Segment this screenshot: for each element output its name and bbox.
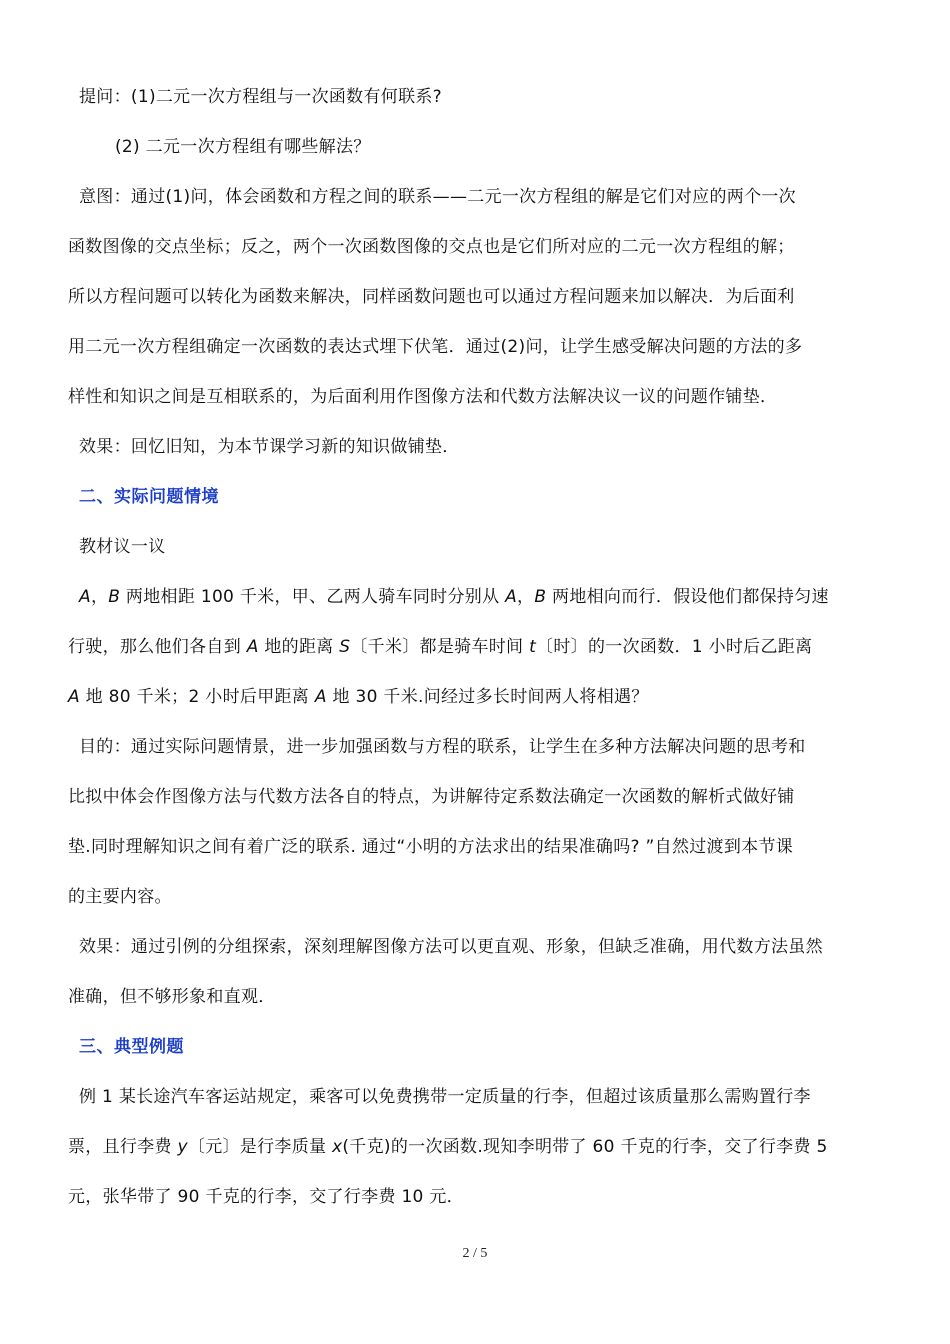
section-heading-3: 三、典型例题 (79, 1037, 184, 1057)
example-text: 票，且行李费 (68, 1137, 178, 1157)
intent-line-4: 用二元一次方程组确定一次函数的表达式埋下伏笔．通过(2)问，让学生感受解决问题的方法的多 (68, 337, 803, 357)
effect-1: 效果：回忆旧知，为本节课学习新的知识做铺垫． (79, 437, 460, 457)
var-b: B (534, 587, 547, 607)
example-text: (千克)的一次函数.现知李明带了 60 千克的行李，交了行李费 5 (342, 1137, 828, 1157)
var-b: B (108, 587, 121, 607)
var-a: A (246, 637, 259, 657)
var-a: A (314, 687, 327, 707)
intent-line-5: 样性和知识之间是互相联系的，为后面利用作图像方法和代数方法解决议一议的问题作铺垫． (68, 387, 778, 407)
var-x: x (332, 1137, 343, 1157)
question-1: 提问：(1)二元一次方程组与一次函数有何联系? (79, 87, 443, 107)
purpose-line-2: 比拟中体会作图像方法与代数方法各自的特点，为讲解待定系数法确定一次函数的解析式做好铺 (68, 787, 795, 807)
subtitle-textbook: 教材议一议 (79, 537, 166, 557)
problem-line-3 (68, 684, 888, 710)
var-a: A (79, 587, 91, 607)
comma: ， (90, 587, 109, 607)
effect-2-line-1: 效果：通过引例的分组探索，深刻理解图像方法可以更直观、形象，但缺乏准确，用代数方法虽然 (79, 937, 823, 957)
problem-text: 〔时〕的一次函数．1 小时后乙距离 (536, 637, 813, 657)
var-t: t (529, 637, 537, 657)
effect-2-line-2: 准确，但不够形象和直观． (68, 987, 276, 1007)
problem-text: 两地相距 100 千米，甲、乙两人骑车同时分别从 (120, 587, 506, 607)
problem-text: 地 30 千米.问经过多长时间两人将相遇？ (326, 687, 649, 707)
intent-line-2: 函数图像的交点坐标；反之，两个一次函数图像的交点也是它们所对应的二元一次方程组的解； (68, 237, 795, 257)
intent-line-3: 所以方程问题可以转化为函数来解决，同样函数问题也可以通过方程问题来加以解决．为后面利 (68, 287, 795, 307)
problem-text: 〔千米〕都是骑车时间 (350, 637, 530, 657)
problem-text: 地 80 千米；2 小时后甲距离 (79, 687, 315, 707)
problem-line-1 (79, 584, 899, 610)
example-line-1: 例 1 某长途汽车客运站规定，乘客可以免费携带一定质量的行李，但超过该质量那么需购置行李 (79, 1087, 811, 1107)
page-number: 2 / 5 (462, 1246, 488, 1261)
purpose-line-4: 的主要内容。 (68, 887, 172, 907)
var-s: S (339, 637, 351, 657)
problem-text: 行驶，那么他们各自到 (68, 637, 247, 657)
purpose-line-1: 目的：通过实际问题情景，进一步加强函数与方程的联系，让学生在多种方法解决问题的思考和 (79, 737, 806, 757)
problem-text: 地的距离 (258, 637, 340, 657)
var-y: y (177, 1137, 188, 1157)
example-text: 〔元〕是行李质量 (187, 1137, 332, 1157)
example-line-3: 元，张华带了 90 千克的行李，交了行李费 10 元． (68, 1187, 464, 1207)
example-line-2 (68, 1134, 888, 1160)
problem-text: 两地相向而行．假设他们都保持匀速 (546, 587, 829, 607)
section-heading-2: 二、实际问题情境 (79, 487, 219, 507)
var-a: A (505, 587, 518, 607)
comma: ， (517, 587, 535, 607)
var-a: A (68, 687, 80, 707)
problem-line-2 (68, 634, 888, 660)
purpose-line-3: 垫.同时理解知识之间有着广泛的联系. 通过“小明的方法求出的结果准确吗? ”自然过渡到本节课 (68, 837, 794, 857)
question-2: (2) 二元一次方程组有哪些解法？ (115, 137, 371, 157)
intent-line-1: 意图：通过(1)问，体会函数和方程之间的联系——二元一次方程组的解是它们对应的两个一次 (79, 187, 796, 207)
